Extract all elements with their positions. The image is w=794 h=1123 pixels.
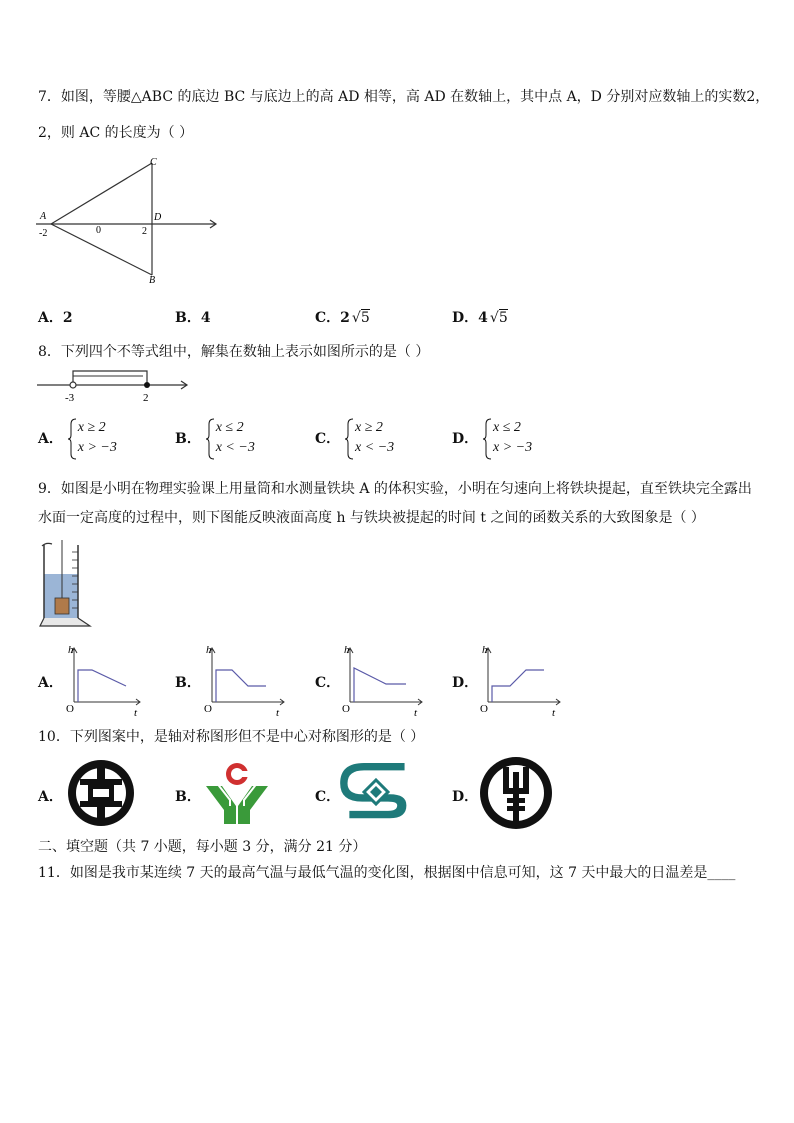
q7-tick-neg2: -2 [39,228,48,239]
q8-option-d-row2: x > −3 [493,440,533,455]
q10-logo-a-icon[interactable] [62,756,140,830]
q8-option-a-system [68,418,117,458]
q7-option-a-letter: A． [38,310,63,326]
q9-graph-b-curve [216,670,266,702]
q8-option-c-system [345,418,394,458]
q7-option-a[interactable] [38,307,73,327]
q7-option-c-coef: 2 [340,310,350,326]
q8-option-b-brace [206,418,215,460]
q7-option-d-coef: 4 [478,310,488,326]
q7-option-d[interactable] [452,307,508,327]
q9-cylinder-base [40,618,90,626]
q8-option-b-row2: x < −3 [215,440,255,455]
q7-label-c: C [150,157,157,168]
q8-option-b-letter: B． [175,431,201,447]
q8-solution-bracket-inner [73,376,143,378]
q8-option-b-system [206,418,255,458]
q10-option-a[interactable]: A． [38,789,63,805]
q8-option-b-row1: x ≤ 2 [215,420,244,435]
q10-option-b[interactable]: B． [175,789,201,805]
q8-option-a-row2: x > −3 [77,440,117,455]
q8-option-d-letter: D． [452,431,479,447]
q9-graph-c-o: O [342,703,350,715]
q9-graph-b[interactable] [200,640,288,718]
q7-option-b-letter: B． [175,310,201,326]
q9-option-b[interactable]: B． [175,675,201,691]
q7-option-d-sqrt-sign: √ [489,310,499,326]
q8-closed-point [144,382,150,388]
q7-option-c[interactable] [315,307,370,327]
q8-solution-bracket-outer [73,371,147,385]
q8-option-c-row1: x ≥ 2 [355,420,383,435]
q9-graph-d[interactable] [476,640,564,718]
q9-option-a[interactable]: A． [38,675,63,691]
q7-option-b[interactable] [175,307,211,327]
q7-tick-2: 2 [142,226,147,237]
q7-tick-0: 0 [96,225,101,236]
q9-graph-b-h: h [206,644,212,656]
q8-option-d-row1: x ≤ 2 [493,420,521,435]
q9-graph-a-o: O [66,703,74,715]
q9-graph-a[interactable] [62,640,142,718]
q9-graph-c-t: t [414,707,418,718]
q7-option-b-text: 4 [200,310,211,326]
section2-title: 二、填空题（共 7 小题，每小题 3 分，满分 21 分） [38,839,367,855]
q7-stem-line2: 2，则 AC 的长度为（ ） [38,125,194,141]
q8-option-a-letter: A． [38,431,63,447]
q7-side-ab [51,224,152,275]
q9-graph-c-curve [354,668,406,702]
q9-graph-b-t: t [276,707,280,718]
q8-option-d-system [483,418,532,458]
q8-option-d[interactable] [452,418,532,458]
q8-option-d-brace [483,418,492,460]
q9-graph-d-t: t [552,707,556,718]
q7-option-d-radicand: 5 [498,310,508,326]
q7-option-c-letter: C． [315,310,341,326]
q8-option-c-brace [345,418,354,460]
q10-logo-c-icon[interactable] [338,760,414,826]
q7-option-c-radicand: 5 [360,310,370,326]
q7-side-ac [51,163,152,224]
q8-option-c-row2: x < −3 [355,440,395,455]
q7-option-d-letter: D． [452,310,479,326]
q8-tick-neg3: -3 [65,392,75,404]
q9-graph-a-t: t [134,707,138,718]
q9-graph-c-h: h [344,644,350,656]
q8-option-c[interactable] [315,418,394,458]
q9-option-d[interactable]: D． [452,675,479,691]
q8-tick-2: 2 [143,392,149,404]
q8-option-a-row1: x ≥ 2 [77,420,106,435]
q7-label-b: B [149,275,156,286]
q7-triangle-figure [30,152,230,287]
q9-graph-d-curve [492,670,544,702]
q9-graph-a-curve [78,670,126,702]
q10-stem: 10．下列图案中，是轴对称图形但不是中心对称图形的是（ ） [38,729,425,745]
q8-option-b[interactable] [175,418,255,458]
q10-option-d[interactable]: D． [452,789,479,805]
q8-open-point [70,382,76,388]
q8-stem: 8．下列四个不等式组中，解集在数轴上表示如图所示的是（ ） [38,344,430,360]
q9-option-c[interactable]: C． [315,675,341,691]
q8-option-a[interactable] [38,418,117,458]
q10-option-c[interactable]: C． [315,789,341,805]
q8-option-a-brace [68,418,77,460]
q7-option-a-text: 2 [62,310,73,326]
q9-graph-d-h: h [482,644,488,656]
q9-cylinder-figure [38,540,98,632]
q9-graph-c[interactable] [338,640,426,718]
q9-iron-block [55,598,69,614]
q9-graph-a-h: h [68,644,74,656]
q10-logo-b-icon[interactable] [200,756,274,828]
q7-label-a: A [40,211,47,222]
q7-stem-line1: 7．如图，等腰△ABC 的底边 BC 与底边上的高 AD 相等，高 AD 在数轴上，其中点 A，D 分别对应数轴上的实数2， [38,89,770,105]
q8-option-c-letter: C． [315,431,341,447]
q9-stem-line1: 9．如图是小明在物理实验课上用量筒和水测量铁块 A 的体积实验，小明在匀速向上将铁块提起，直至铁块完全露出 [38,481,752,497]
q7-label-d: D [154,212,162,223]
q9-graph-b-o: O [204,703,212,715]
q8-number-line-figure [35,364,195,406]
q9-graph-d-o: O [480,703,488,715]
q9-stem-line2: 水面一定高度的过程中，则下图能反映液面高度 h 与铁块被提起的时间 t 之间的函数关系的大致图象是（ ） [38,510,705,526]
q11-stem: 11．如图是我市某连续 7 天的最高气温与最低气温的变化图，根据图中信息可知，这 7 天中最大的日温差是____ [38,865,736,881]
q10-logo-d-icon[interactable] [476,754,556,832]
q7-option-c-sqrt-sign: √ [351,310,361,326]
